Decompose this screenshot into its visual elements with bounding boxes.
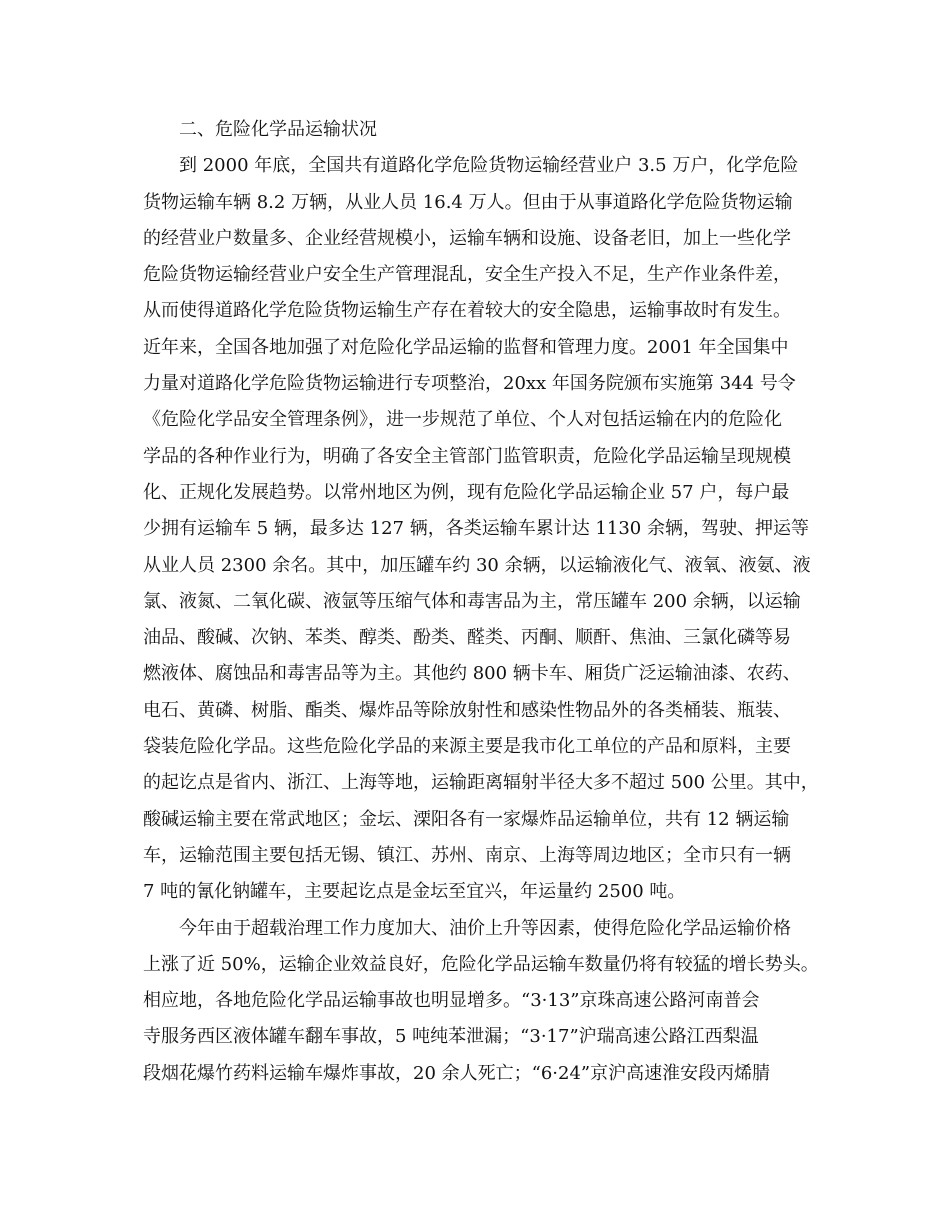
section-heading: 二、危险化学品运输状况 [179,119,377,140]
text-line: 上涨了近 50%，运输企业效益良好，危险化学品运输车数量仍将有较猛的增长势头。 [143,953,819,975]
text-line: 7 吨的氰化钠罐车，主要起讫点是金坛至宜兴，年运量约 2500 吨。 [143,881,686,903]
text-line: 《危险化学品安全管理条例》，进一步规范了单位、个人对包括运输在内的危险化 [143,409,782,431]
text-line: 寺服务西区液体罐车翻车事故，5 吨纯苯泄漏；“3·17”沪瑞高速公路江西梨温 [143,1026,759,1048]
text-line: 相应地，各地危险化学品运输事故也明显增多。“3·13”京珠高速公路河南普会 [143,990,760,1012]
document-body [143,112,819,1092]
text-line: 学品的各种作业行为，明确了各安全主管部门监管职责，危险化学品运输呈现规模 [143,445,791,467]
text-line: 危险货物运输经营业户安全生产管理混乱，安全生产投入不足，生产作业条件差， [143,264,791,286]
text-line: 力量对道路化学危险货物运输进行专项整治，20xx 年国务院颁布实施第 344 号令 [143,373,796,395]
text-line: 油品、酸碱、次钠、苯类、醇类、酚类、醛类、丙酮、顺酐、焦油、三氯化磷等易 [143,627,791,649]
text-line: 的起讫点是省内、浙江、上海等地，运输距离辐射半径大多不超过 500 公里。其中， [143,772,819,794]
text-line: 今年由于超载治理工作力度加大、油价上升等因素，使得危险化学品运输价格 [179,917,791,939]
text-line: 少拥有运输车 5 辆，最多达 127 辆，各类运输车累计达 1130 余辆，驾驶、押运等 [143,518,809,540]
text-line: 段烟花爆竹药料运输车爆炸事故，20 余人死亡；“6·24”京沪高速淮安段丙烯腈 [143,1062,771,1084]
text-line: 车，运输范围主要包括无锡、镇江、苏州、南京、上海等周边地区；全市只有一辆 [143,844,791,866]
text-line: 酸碱运输主要在常武地区；金坛、溧阳各有一家爆炸品运输单位，共有 12 辆运输 [143,808,790,830]
text-line: 到 2000 年底，全国共有道路化学危险货物运输经营业户 3.5 万户，化学危险 [179,155,799,177]
text-line: 电石、黄磷、树脂、酯类、爆炸品等除放射性和感染性物品外的各类桶装、瓶装、 [143,699,791,721]
text-line: 化、正规化发展趋势。以常州地区为例，现有危险化学品运输企业 57 户，每户最 [143,481,790,503]
paragraph-2 [143,911,819,1092]
text-line: 袋装危险化学品。这些危险化学品的来源主要是我市化工单位的产品和原料，主要 [143,736,791,758]
text-line: 从而使得道路化学危险货物运输生产存在着较大的安全隐患，运输事故时有发生。 [143,300,791,322]
text-line: 的经营业户数量多、企业经营规模小，运输车辆和设施、设备老旧，加上一些化学 [143,227,791,249]
paragraph-1 [143,148,819,910]
text-line: 氯、液氮、二氧化碳、液氩等压缩气体和毒害品为主，常压罐车 200 余辆，以运输 [143,590,801,612]
text-line: 从业人员 2300 余名。其中，加压罐车约 30 余辆，以运输液化气、液氧、液氨、液 [143,554,811,576]
text-line: 燃液体、腐蚀品和毒害品等为主。其他约 800 辆卡车、厢货广泛运输油漆、农药、 [143,663,801,685]
text-line: 货物运输车辆 8.2 万辆，从业人员 16.4 万人。但由于从事道路化学危险货物运输 [143,191,793,213]
text-line: 近年来，全国各地加强了对危险化学品运输的监督和管理力度。2001 年全国集中 [143,336,789,358]
